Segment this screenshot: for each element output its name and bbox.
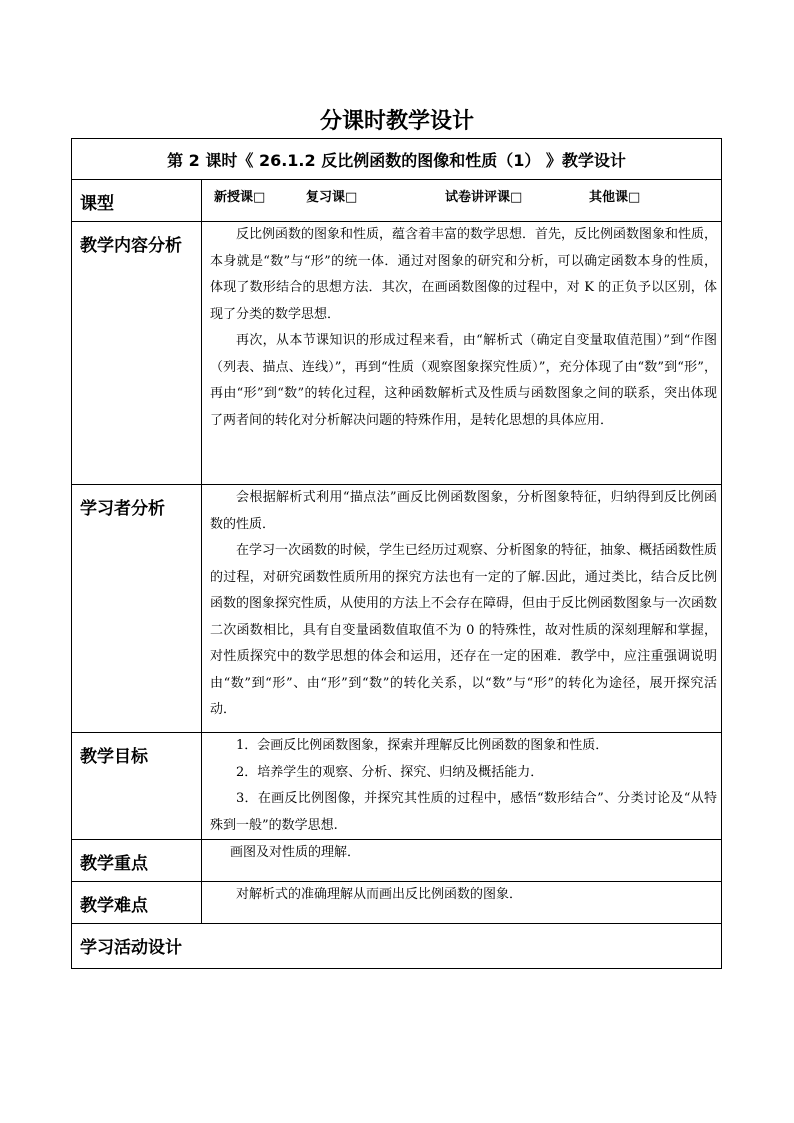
teaching-goals-label: 教学目标 bbox=[72, 733, 202, 840]
teaching-goals-list bbox=[202, 733, 722, 840]
teaching-goal-1: 1．会画反比例函数图象，探索并理解反比例函数的图象和性质． bbox=[236, 738, 609, 753]
activity-design-row bbox=[72, 924, 722, 969]
lesson-header-row bbox=[72, 139, 722, 180]
learner-analysis-label: 学习者分析 bbox=[72, 485, 202, 733]
content-analysis-text bbox=[202, 222, 722, 485]
option-other-lesson[interactable]: 其他课□ bbox=[589, 190, 641, 205]
teaching-goals-row bbox=[72, 733, 722, 840]
difficulties-text: 对解析式的准确理解从而画出反比例函数的图象． bbox=[236, 887, 523, 902]
lesson-header: 第 2 课时《 26.1.2 反比例函数的图像和性质（1） 》教学设计 bbox=[72, 139, 722, 180]
difficulties-cell bbox=[202, 882, 722, 924]
learner-analysis-row bbox=[72, 485, 722, 733]
teaching-goal-2: 2．培养学生的观察、分析、探究、归纳及概括能力． bbox=[236, 764, 544, 780]
activity-design-label: 学习活动设计 bbox=[72, 924, 722, 969]
content-analysis-row bbox=[72, 222, 722, 485]
key-points-cell bbox=[202, 840, 722, 882]
content-analysis-paragraph-1: 反比例函数的图象和性质，蕴含着丰富的数学思想．首先，反比例函数图象和性质，本身就是“数”与“形”的统一体．通过对图象的研究和分析，可以确定函数本身的性质，体现了数形结合的思想方法．其次，在画函数图像的过程中，对 K 的正负予以区别，体现了分类的数学思想． bbox=[210, 227, 718, 322]
difficulties-label: 教学难点 bbox=[72, 882, 202, 924]
content-analysis-label: 教学内容分析 bbox=[72, 222, 202, 485]
course-type-row bbox=[72, 180, 722, 222]
key-points-label: 教学重点 bbox=[72, 840, 202, 882]
course-type-options bbox=[202, 180, 722, 222]
learner-analysis-paragraph-2: 在学习一次函数的时候，学生已经历过观察、分析图象的特征，抽象、概括函数性质的过程，对研究函数性质所用的探究方法也有一定的了解.因此，通过类比，结合反比例函数的图象探究性质，从使用的方法上不会存在障碍，但由于反比例函数图象与一次函数二次函数相比，具有自变量函数值取值不为 0 的特殊性，故对性质的深刻理解和掌握，对性质探究中的数学思想的体会和运用，还存在一定的困难．教学中，应注重强调说明由“数”到“形”、由“形”到“数”的转化关系，以“数”与“形”的转化为途径，展开探究活动． bbox=[210, 543, 718, 717]
course-type-label: 课型 bbox=[72, 180, 202, 222]
key-points-row bbox=[72, 840, 722, 882]
option-review-lesson[interactable]: 复习课□ bbox=[306, 190, 358, 205]
document-title: 分课时教学设计 bbox=[319, 109, 474, 134]
content-analysis-paragraph-2: 再次，从本节课知识的形成过程来看，由“解析式（确定自变量取值范围）”到“作图（列表、描点、连线）”，再到“性质（观察图象探究性质）”，充分体现了由“数”到“形”，再由“形”到“数”的转化过程，这种函数解析式及性质与函数图象之间的联系，突出体现了两者间的转化对分析解决问题的特殊作用，是转化思想的具体应用． bbox=[210, 333, 717, 428]
option-new-lesson[interactable]: 新授课□ bbox=[214, 190, 266, 205]
teaching-goal-3: 3．在画反比例图像，并探究其性质的过程中，感悟“数形结合”、分类讨论及“从特殊到一般”的数学思想. bbox=[210, 791, 717, 833]
lesson-plan-table bbox=[71, 138, 722, 969]
key-points-text: 画图及对性质的理解． bbox=[230, 845, 361, 860]
learner-analysis-paragraph-1: 会根据解析式利用“描点法”画反比例函数图象，分析图象特征，归纳得到反比例函数的性质． bbox=[210, 490, 717, 532]
option-exam-review-lesson[interactable]: 试卷讲评课□ bbox=[445, 190, 523, 205]
difficulties-row bbox=[72, 882, 722, 924]
learner-analysis-text bbox=[202, 485, 722, 733]
